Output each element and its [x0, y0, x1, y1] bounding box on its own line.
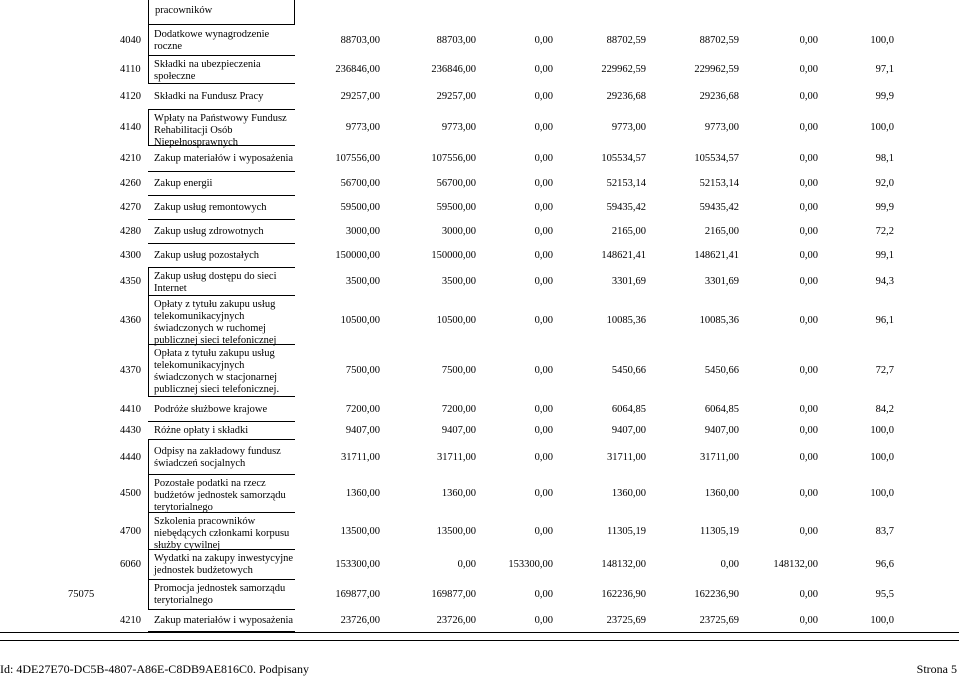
- value-cell-1: 150000,00: [335, 250, 380, 261]
- value-cell-1: 10500,00: [340, 315, 380, 326]
- value-cell-3: 0,00: [534, 122, 553, 133]
- cell-bottom-rule: [148, 267, 295, 268]
- value-cell-1: 9407,00: [345, 425, 380, 436]
- value-cell-4: 1360,00: [611, 488, 646, 499]
- value-cell-4: 6064,85: [611, 404, 646, 415]
- row-description: Wpłaty na Państwowy Fundusz: [154, 113, 287, 124]
- value-cell-3: 0,00: [534, 315, 553, 326]
- value-cell-6: 0,00: [799, 153, 818, 164]
- cell-bottom-rule: [148, 55, 295, 56]
- value-cell-5: 52153,14: [699, 178, 739, 189]
- value-cell-6: 0,00: [799, 452, 818, 463]
- footer-rule: [0, 640, 959, 641]
- value-cell-2: 59500,00: [436, 202, 476, 213]
- value-cell-6: 0,00: [799, 404, 818, 415]
- row-description: telekomunikacyjnych: [154, 311, 245, 322]
- row-description: służby cywilnej: [154, 540, 221, 551]
- row-description: telekomunikacyjnych: [154, 360, 245, 371]
- value-cell-4: 10085,36: [606, 315, 646, 326]
- cell-bottom-rule: [148, 171, 295, 172]
- value-cell-1: 7200,00: [345, 404, 380, 415]
- value-cell-5: 3301,69: [704, 276, 739, 287]
- value-cell-4: 162236,90: [601, 589, 646, 600]
- cell-bottom-rule: [148, 83, 295, 84]
- row-description: świadczonych w ruchomej: [154, 323, 266, 334]
- row-description: Składki na Fundusz Pracy: [154, 91, 264, 102]
- paragraph-code: 4270: [120, 202, 141, 213]
- value-cell-7: 100,0: [870, 122, 894, 133]
- value-cell-7: 99,1: [875, 250, 894, 261]
- header-left-rule: [148, 0, 149, 25]
- value-cell-5: 9773,00: [704, 122, 739, 133]
- chapter-code: 75075: [68, 589, 95, 600]
- cell-bottom-rule: [148, 243, 295, 244]
- cell-bottom-rule: [148, 219, 295, 220]
- value-cell-4: 3301,69: [611, 276, 646, 287]
- value-cell-7: 99,9: [875, 202, 894, 213]
- value-cell-6: 0,00: [799, 226, 818, 237]
- row-separator-vertical: [148, 580, 149, 610]
- value-cell-7: 99,9: [875, 91, 894, 102]
- value-cell-6: 0,00: [799, 250, 818, 261]
- value-cell-2: 3000,00: [441, 226, 476, 237]
- row-description: Zakup materiałów i wyposażenia: [154, 153, 294, 164]
- paragraph-code: 4210: [120, 615, 141, 626]
- value-cell-5: 1360,00: [704, 488, 739, 499]
- value-cell-7: 100,0: [870, 35, 894, 46]
- row-separator-vertical: [148, 550, 149, 580]
- paragraph-code: 4120: [120, 91, 141, 102]
- value-cell-2: 10500,00: [436, 315, 476, 326]
- value-cell-1: 56700,00: [340, 178, 380, 189]
- value-cell-5: 9407,00: [704, 425, 739, 436]
- value-cell-7: 83,7: [875, 526, 894, 537]
- value-cell-5: 23725,69: [699, 615, 739, 626]
- row-description: Zakup usług pozostałych: [154, 250, 259, 261]
- value-cell-3: 153300,00: [508, 559, 553, 570]
- value-cell-3: 0,00: [534, 226, 553, 237]
- value-cell-2: 3500,00: [441, 276, 476, 287]
- header-bottom-rule: [148, 24, 295, 25]
- value-cell-3: 0,00: [534, 488, 553, 499]
- value-cell-2: 13500,00: [436, 526, 476, 537]
- value-cell-4: 105534,57: [601, 153, 646, 164]
- value-cell-4: 148132,00: [601, 559, 646, 570]
- value-cell-5: 10085,36: [699, 315, 739, 326]
- row-description: Szkolenia pracowników: [154, 516, 256, 527]
- row-description: Podróże służbowe krajowe: [154, 404, 268, 415]
- value-cell-6: 0,00: [799, 589, 818, 600]
- value-cell-1: 1360,00: [345, 488, 380, 499]
- value-cell-5: 29236,68: [699, 91, 739, 102]
- value-cell-3: 0,00: [534, 615, 553, 626]
- value-cell-4: 148621,41: [601, 250, 646, 261]
- value-cell-2: 7200,00: [441, 404, 476, 415]
- value-cell-4: 11305,19: [607, 526, 646, 537]
- row-description: Niepełnosprawnych: [154, 137, 238, 148]
- value-cell-7: 98,1: [875, 153, 894, 164]
- value-cell-4: 31711,00: [607, 452, 646, 463]
- value-cell-4: 5450,66: [611, 365, 646, 376]
- value-cell-2: 88703,00: [436, 35, 476, 46]
- value-cell-4: 88702,59: [606, 35, 646, 46]
- value-cell-4: 23725,69: [606, 615, 646, 626]
- row-description: Dodatkowe wynagrodzenie: [154, 29, 270, 40]
- value-cell-3: 0,00: [534, 365, 553, 376]
- value-cell-6: 0,00: [799, 615, 818, 626]
- paragraph-code: 4110: [120, 64, 141, 75]
- value-cell-7: 72,7: [875, 365, 894, 376]
- paragraph-code: 4350: [120, 276, 141, 287]
- row-description: Zakup materiałów i wyposażenia: [154, 615, 294, 626]
- value-cell-2: 169877,00: [431, 589, 476, 600]
- row-description: Składki na ubezpieczenia: [154, 59, 261, 70]
- row-description: Opłaty z tytułu zakupu usług: [154, 299, 276, 310]
- value-cell-3: 0,00: [534, 178, 553, 189]
- row-description: Wydatki na zakupy inwestycyjne: [154, 553, 294, 564]
- value-cell-6: 0,00: [799, 526, 818, 537]
- row-description: Promocja jednostek samorządu: [154, 583, 286, 594]
- row-separator-vertical: [148, 25, 149, 56]
- value-cell-4: 29236,68: [606, 91, 646, 102]
- value-cell-2: 23726,00: [436, 615, 476, 626]
- value-cell-7: 84,2: [875, 404, 894, 415]
- value-cell-2: 56700,00: [436, 178, 476, 189]
- header-fragment: pracowników: [155, 5, 213, 16]
- value-cell-6: 0,00: [799, 178, 818, 189]
- value-cell-2: 0,00: [457, 559, 476, 570]
- value-cell-1: 169877,00: [335, 589, 380, 600]
- value-cell-2: 150000,00: [431, 250, 476, 261]
- paragraph-code: 4430: [120, 425, 141, 436]
- value-cell-1: 7500,00: [345, 365, 380, 376]
- value-cell-3: 0,00: [534, 452, 553, 463]
- paragraph-code: 4410: [120, 404, 141, 415]
- cell-bottom-rule: [148, 579, 295, 580]
- paragraph-code: 4370: [120, 365, 141, 376]
- value-cell-4: 9407,00: [611, 425, 646, 436]
- row-description: budżetów jednostek samorządu: [154, 490, 286, 501]
- value-cell-4: 229962,59: [601, 64, 646, 75]
- cell-bottom-rule: [148, 631, 295, 632]
- row-description: Internet: [154, 283, 187, 294]
- value-cell-6: 0,00: [799, 276, 818, 287]
- row-description: społeczne: [154, 71, 196, 82]
- row-separator-vertical: [148, 475, 149, 513]
- value-cell-3: 0,00: [534, 276, 553, 287]
- value-cell-2: 29257,00: [436, 91, 476, 102]
- value-cell-1: 88703,00: [340, 35, 380, 46]
- paragraph-code: 4040: [120, 35, 141, 46]
- value-cell-7: 72,2: [875, 226, 894, 237]
- value-cell-2: 107556,00: [431, 153, 476, 164]
- paragraph-code: 4360: [120, 315, 141, 326]
- paragraph-code: 4140: [120, 122, 141, 133]
- value-cell-5: 105534,57: [694, 153, 739, 164]
- value-cell-3: 0,00: [534, 589, 553, 600]
- paragraph-code: 4280: [120, 226, 141, 237]
- row-description: świadczonych w stacjonarnej: [154, 372, 278, 383]
- value-cell-4: 59435,42: [606, 202, 646, 213]
- paragraph-code: 4500: [120, 488, 141, 499]
- value-cell-7: 100,0: [870, 452, 894, 463]
- table-bottom-rule: [0, 632, 959, 633]
- value-cell-5: 31711,00: [700, 452, 739, 463]
- cell-bottom-rule: [148, 421, 295, 422]
- row-separator-vertical: [148, 440, 149, 475]
- value-cell-6: 148132,00: [773, 559, 818, 570]
- value-cell-7: 96,1: [875, 315, 894, 326]
- row-description: świadczeń socjalnych: [154, 458, 246, 469]
- row-description: Zakup energii: [154, 178, 213, 189]
- value-cell-3: 0,00: [534, 202, 553, 213]
- value-cell-3: 0,00: [534, 91, 553, 102]
- cell-bottom-rule: [148, 396, 295, 397]
- cell-bottom-rule: [148, 109, 295, 110]
- value-cell-1: 13500,00: [340, 526, 380, 537]
- value-cell-6: 0,00: [799, 425, 818, 436]
- value-cell-5: 0,00: [720, 559, 739, 570]
- value-cell-2: 1360,00: [441, 488, 476, 499]
- value-cell-1: 23726,00: [340, 615, 380, 626]
- paragraph-code: 4210: [120, 153, 141, 164]
- document-id: Id: 4DE27E70-DC5B-4807-A86E-C8DB9AE816C0. Podpisany: [0, 662, 309, 676]
- value-cell-4: 52153,14: [606, 178, 646, 189]
- value-cell-2: 7500,00: [441, 365, 476, 376]
- row-separator-vertical: [148, 110, 149, 146]
- paragraph-code: 6060: [120, 559, 141, 570]
- row-description: Zakup usług zdrowotnych: [154, 226, 264, 237]
- value-cell-3: 0,00: [534, 250, 553, 261]
- value-cell-7: 97,1: [875, 64, 894, 75]
- row-description: Opłata z tytułu zakupu usług: [154, 348, 275, 359]
- value-cell-7: 100,0: [870, 488, 894, 499]
- value-cell-7: 94,3: [875, 276, 894, 287]
- paragraph-code: 4300: [120, 250, 141, 261]
- value-cell-6: 0,00: [799, 122, 818, 133]
- row-separator-vertical: [148, 296, 149, 345]
- value-cell-7: 100,0: [870, 425, 894, 436]
- value-cell-7: 95,5: [875, 589, 894, 600]
- value-cell-5: 162236,90: [694, 589, 739, 600]
- header-right-rule: [294, 0, 295, 25]
- row-separator-vertical: [148, 56, 149, 84]
- value-cell-7: 100,0: [870, 615, 894, 626]
- row-separator-vertical: [148, 345, 149, 397]
- value-cell-5: 5450,66: [704, 365, 739, 376]
- row-description: niebędących członkami korpusu: [154, 528, 290, 539]
- cell-bottom-rule: [148, 609, 295, 610]
- value-cell-1: 3500,00: [345, 276, 380, 287]
- value-cell-6: 0,00: [799, 315, 818, 326]
- value-cell-1: 59500,00: [340, 202, 380, 213]
- row-description: Pozostałe podatki na rzecz: [154, 478, 266, 489]
- value-cell-7: 96,6: [875, 559, 894, 570]
- value-cell-1: 31711,00: [341, 452, 380, 463]
- value-cell-2: 9773,00: [441, 122, 476, 133]
- row-description: roczne: [154, 41, 182, 52]
- value-cell-1: 236846,00: [335, 64, 380, 75]
- value-cell-3: 0,00: [534, 425, 553, 436]
- cell-bottom-rule: [148, 474, 295, 475]
- value-cell-3: 0,00: [534, 64, 553, 75]
- cell-bottom-rule: [148, 439, 295, 440]
- value-cell-6: 0,00: [799, 64, 818, 75]
- value-cell-7: 92,0: [875, 178, 894, 189]
- cell-bottom-rule: [148, 295, 295, 296]
- value-cell-5: 88702,59: [699, 35, 739, 46]
- value-cell-5: 6064,85: [704, 404, 739, 415]
- value-cell-6: 0,00: [799, 488, 818, 499]
- value-cell-4: 2165,00: [611, 226, 646, 237]
- row-description: Zakup usług dostępu do sieci: [154, 271, 277, 282]
- value-cell-2: 9407,00: [441, 425, 476, 436]
- value-cell-1: 9773,00: [345, 122, 380, 133]
- cell-bottom-rule: [148, 195, 295, 196]
- value-cell-3: 0,00: [534, 35, 553, 46]
- value-cell-5: 59435,42: [699, 202, 739, 213]
- row-description: terytorialnego: [154, 502, 213, 513]
- value-cell-6: 0,00: [799, 35, 818, 46]
- row-description: jednostek budżetowych: [154, 565, 253, 576]
- value-cell-6: 0,00: [799, 91, 818, 102]
- row-separator-vertical: [148, 268, 149, 296]
- value-cell-5: 229962,59: [694, 64, 739, 75]
- row-description: terytorialnego: [154, 595, 213, 606]
- row-description: Rehabilitacji Osób: [154, 125, 233, 136]
- paragraph-code: 4700: [120, 526, 141, 537]
- paragraph-code: 4440: [120, 452, 141, 463]
- value-cell-6: 0,00: [799, 202, 818, 213]
- value-cell-1: 29257,00: [340, 91, 380, 102]
- row-description: publicznej sieci telefonicznej.: [154, 384, 280, 395]
- value-cell-1: 153300,00: [335, 559, 380, 570]
- value-cell-5: 11305,19: [700, 526, 739, 537]
- paragraph-code: 4260: [120, 178, 141, 189]
- value-cell-3: 0,00: [534, 404, 553, 415]
- row-description: Odpisy na zakładowy fundusz: [154, 446, 281, 457]
- page-number: Strona 5: [916, 662, 957, 676]
- row-description: Zakup usług remontowych: [154, 202, 267, 213]
- value-cell-5: 148621,41: [694, 250, 739, 261]
- value-cell-5: 2165,00: [704, 226, 739, 237]
- value-cell-4: 9773,00: [611, 122, 646, 133]
- value-cell-3: 0,00: [534, 153, 553, 164]
- row-description: Różne opłaty i składki: [154, 425, 249, 436]
- value-cell-1: 107556,00: [335, 153, 380, 164]
- value-cell-2: 236846,00: [431, 64, 476, 75]
- value-cell-3: 0,00: [534, 526, 553, 537]
- row-separator-vertical: [148, 513, 149, 550]
- value-cell-1: 3000,00: [345, 226, 380, 237]
- row-description: publicznej sieci telefonicznej: [154, 335, 277, 346]
- value-cell-6: 0,00: [799, 365, 818, 376]
- value-cell-2: 31711,00: [437, 452, 476, 463]
